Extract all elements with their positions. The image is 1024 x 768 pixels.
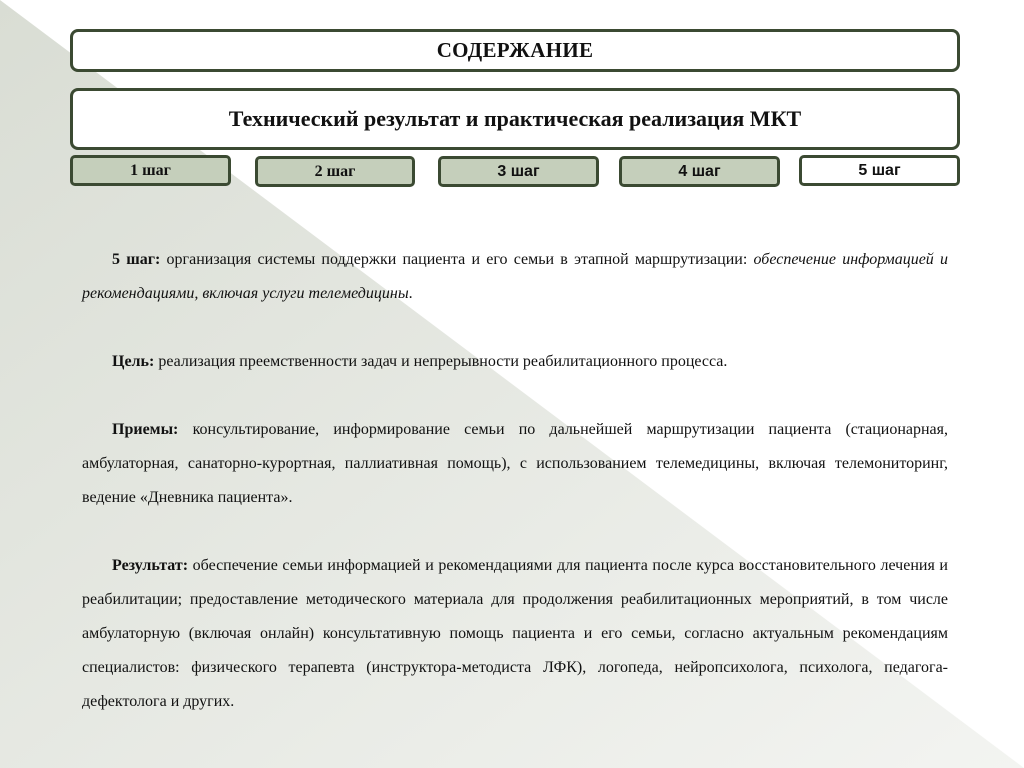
result-paragraph	[82, 549, 948, 719]
step5-label: 5 шаг:	[112, 251, 161, 268]
step-5-tab[interactable]: 5 шаг	[799, 155, 960, 186]
section-subtitle: Технический результат и практическая реализация МКТ	[70, 88, 960, 150]
step5-end: .	[408, 285, 413, 302]
methods-text: консультирование, информирование семьи по дальнейшей маршрутизации пациента (стационарная, амбулаторная, санаторно-курортная, паллиативная помощь), с использованием телемедицины, включая телемониторинг, ведение «Дневника пациента».	[82, 421, 948, 506]
goal-paragraph	[82, 345, 948, 379]
step-1-tab[interactable]: 1 шаг	[70, 155, 231, 186]
methods-paragraph	[82, 413, 948, 515]
step5-italic: обеспечение информацией и рекомендациями, включая услуги телемедицины	[82, 251, 949, 302]
goal-text: реализация преемственности задач и непрерывности реабилитационного процесса.	[154, 353, 728, 370]
methods-label: Приемы:	[112, 421, 179, 438]
result-label: Результат:	[112, 557, 189, 574]
step-3-tab[interactable]: 3 шаг	[438, 156, 599, 187]
step-4-tab[interactable]: 4 шаг	[619, 156, 780, 187]
page-title: СОДЕРЖАНИЕ	[70, 29, 960, 72]
result-text: обеспечение семьи информацией и рекомендациями для пациента после курса восстановительного лечения и реабилитации; предоставление методического материала для продолжения реабилитационных мероприятий, в том числе амбулаторную (включая онлайн) консультативную помощь пациента и его семьи, согласно актуальным рекомендациям специалистов: физического терапевта (инструктора-методиста ЛФК), логопеда, нейропсихолога, психолога, педагога-дефектолога и других.	[82, 557, 948, 710]
step-content	[82, 243, 948, 719]
goal-label: Цель:	[112, 353, 155, 370]
step5-paragraph	[82, 243, 948, 311]
step5-text: организация системы поддержки пациента и его семьи в этапной маршрутизации:	[160, 251, 754, 268]
step-2-tab[interactable]: 2 шаг	[255, 156, 415, 187]
